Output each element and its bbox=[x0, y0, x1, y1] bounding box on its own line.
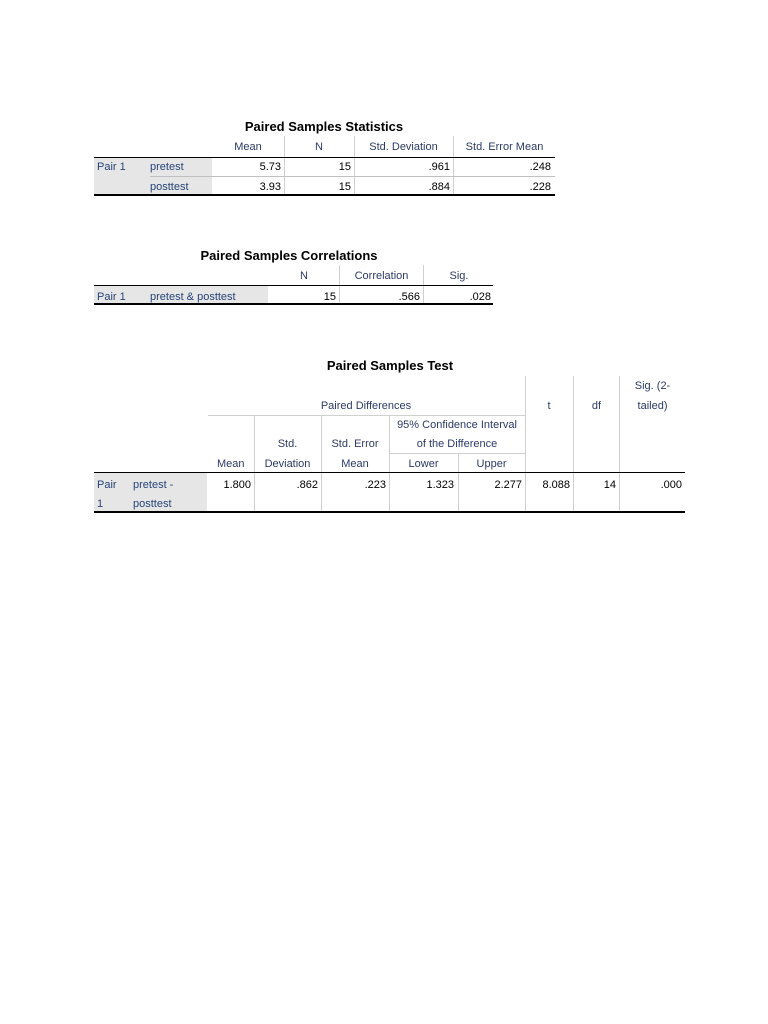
test-header-ci-line2: of the Difference bbox=[416, 438, 498, 450]
stats-row-rule bbox=[150, 176, 555, 177]
test-header-ci-line1: 95% Confidence Interval bbox=[397, 419, 517, 431]
corr-title: Paired Samples Correlations bbox=[200, 248, 378, 263]
stats-header-sd: Std. Deviation bbox=[369, 141, 438, 153]
test-col-divider bbox=[389, 415, 390, 513]
corr-header-correlation: Correlation bbox=[354, 270, 409, 282]
test-ci-rule bbox=[390, 453, 525, 454]
corr-row-label: pretest & posttest bbox=[150, 291, 236, 303]
corr-cell-n: 15 bbox=[323, 291, 336, 303]
test-cell-sig: .000 bbox=[660, 479, 682, 491]
stats-cell-sd: .961 bbox=[428, 161, 450, 173]
test-col-divider bbox=[573, 376, 574, 513]
test-header-se-line2: Mean bbox=[341, 458, 369, 470]
test-row-label-line2: posttest bbox=[133, 498, 172, 510]
test-header-std-line1: Std. bbox=[277, 438, 298, 450]
stats-cell-se: .228 bbox=[529, 181, 551, 193]
stats-bottom-rule bbox=[94, 194, 555, 196]
test-cell-se: .223 bbox=[364, 479, 386, 491]
test-header-upper: Upper bbox=[476, 458, 507, 470]
corr-bottom-rule bbox=[94, 303, 493, 305]
corr-cell-correlation: .566 bbox=[398, 291, 420, 303]
test-paired-diff-rule bbox=[208, 415, 525, 416]
test-col-divider bbox=[458, 453, 459, 513]
stats-header-mean: Mean bbox=[234, 141, 262, 153]
test-pair-label-line1: Pair bbox=[97, 479, 117, 491]
stats-col-divider bbox=[453, 136, 454, 196]
stats-col-divider bbox=[284, 136, 285, 196]
stats-row-label: posttest bbox=[150, 181, 189, 193]
test-title: Paired Samples Test bbox=[326, 358, 454, 373]
test-cell-lower: 1.323 bbox=[426, 479, 454, 491]
test-header-df: df bbox=[591, 400, 602, 412]
corr-header-rule bbox=[94, 285, 493, 286]
stats-cell-mean: 5.73 bbox=[259, 161, 281, 173]
stats-cell-n: 15 bbox=[338, 161, 351, 173]
corr-header-n: N bbox=[300, 270, 308, 282]
test-col-divider bbox=[254, 415, 255, 513]
test-bottom-rule bbox=[94, 511, 685, 513]
test-header-sig-line1: Sig. (2- bbox=[634, 380, 671, 392]
test-header-mean: Mean bbox=[217, 458, 245, 470]
test-header-std-line2: Deviation bbox=[264, 458, 311, 470]
test-header-t: t bbox=[547, 400, 551, 412]
corr-pair-label: Pair 1 bbox=[97, 291, 126, 303]
test-col-divider bbox=[619, 376, 620, 513]
test-header-se-line1: Std. Error bbox=[331, 438, 379, 450]
stats-cell-n: 15 bbox=[338, 181, 351, 193]
test-header-rule bbox=[94, 472, 685, 473]
corr-cell-sig: .028 bbox=[469, 291, 491, 303]
test-col-divider bbox=[321, 415, 322, 513]
test-cell-mean: 1.800 bbox=[223, 479, 251, 491]
test-cell-sd: .862 bbox=[296, 479, 318, 491]
stats-cell-se: .248 bbox=[529, 161, 551, 173]
test-cell-t: 8.088 bbox=[542, 479, 570, 491]
stats-col-divider bbox=[354, 136, 355, 196]
stats-pair-label: Pair 1 bbox=[97, 161, 126, 173]
stats-cell-mean: 3.93 bbox=[259, 181, 281, 193]
test-header-paired-differences: Paired Differences bbox=[320, 400, 412, 412]
test-header-sig-line2: tailed) bbox=[637, 400, 668, 412]
stats-header-se: Std. Error Mean bbox=[465, 141, 544, 153]
stats-cell-sd: .884 bbox=[428, 181, 450, 193]
stats-header-n: N bbox=[315, 141, 323, 153]
stats-title: Paired Samples Statistics bbox=[244, 119, 404, 134]
stats-row-label: pretest bbox=[150, 161, 184, 173]
test-header-lower: Lower bbox=[408, 458, 439, 470]
corr-header-sig: Sig. bbox=[449, 270, 469, 282]
test-cell-upper: 2.277 bbox=[494, 479, 522, 491]
test-row-label-line1: pretest - bbox=[133, 479, 174, 491]
test-cell-df: 14 bbox=[603, 479, 616, 491]
stats-header-rule bbox=[94, 157, 555, 158]
test-pair-label-line2: 1 bbox=[97, 498, 104, 510]
test-col-divider bbox=[525, 376, 526, 513]
